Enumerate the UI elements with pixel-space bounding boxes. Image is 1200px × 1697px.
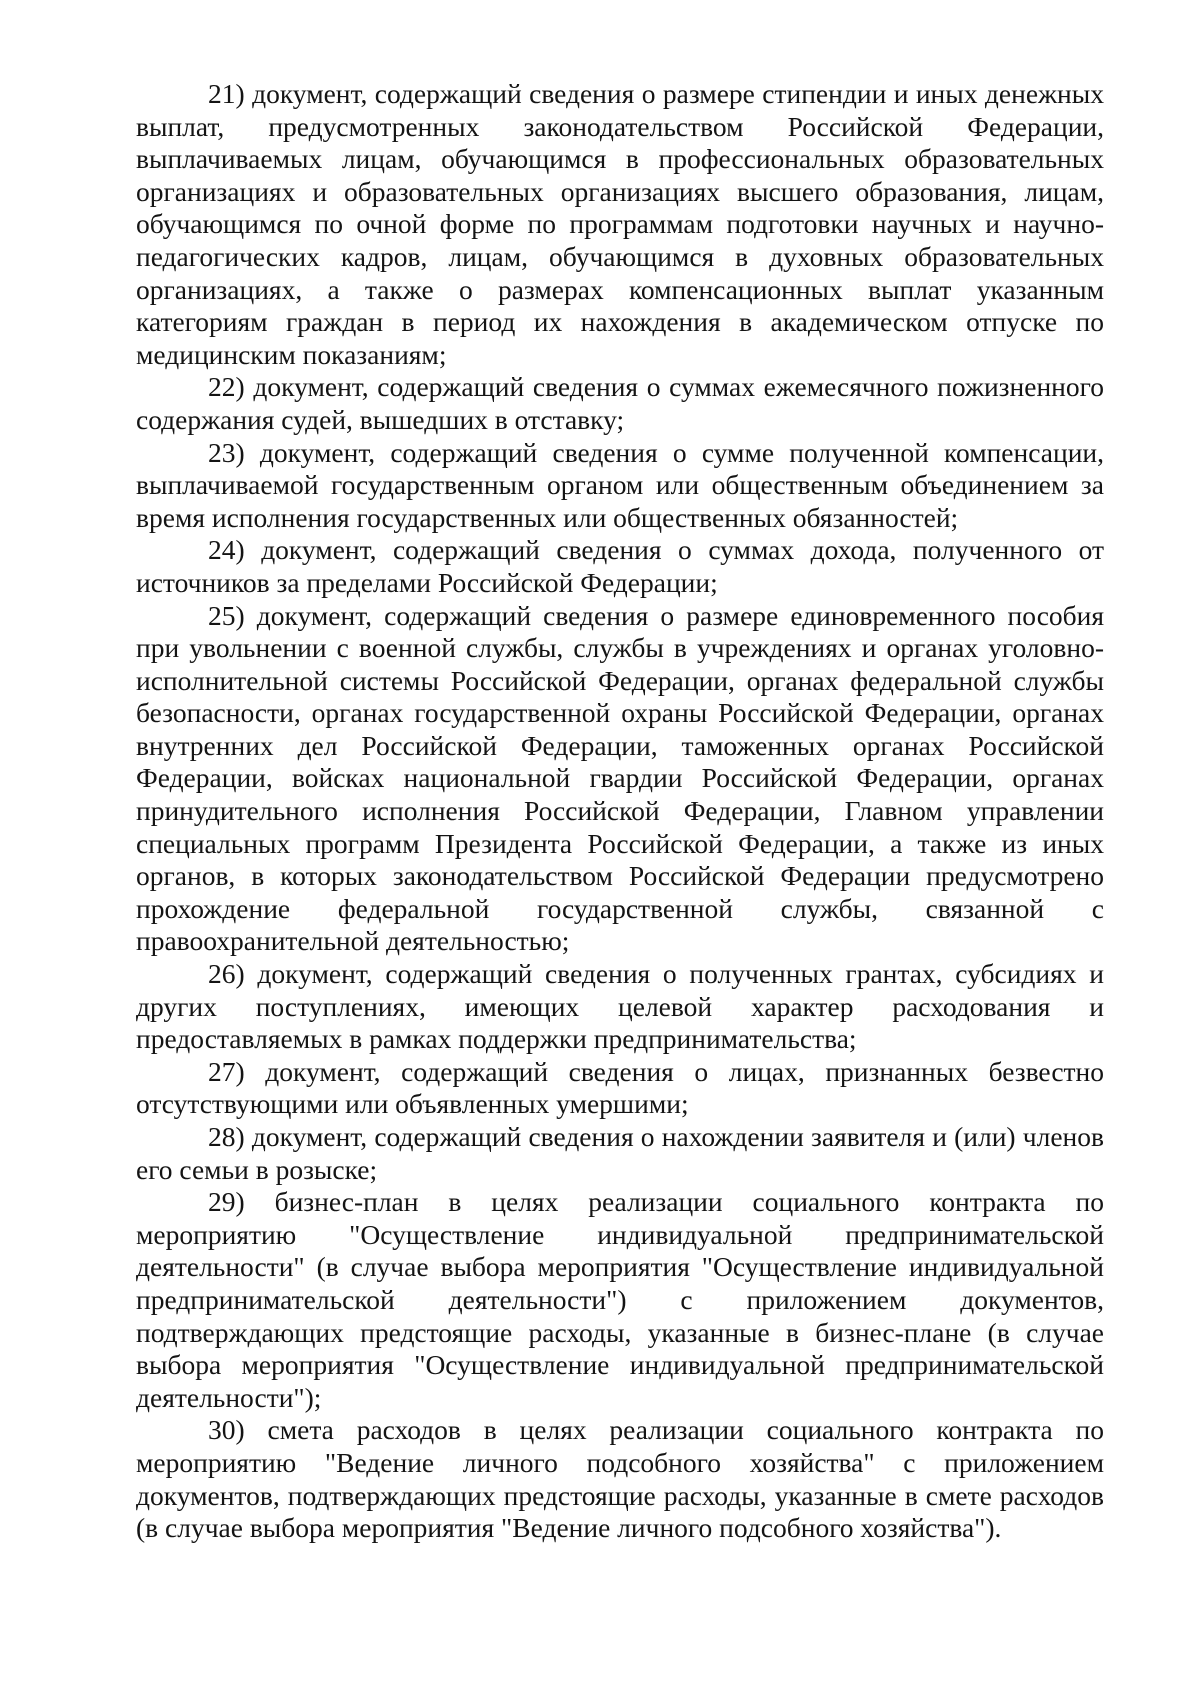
item-text: документ, содержащий сведения о полученных грантах, субсидиях и других поступлениях, имеющих целевой характер расходования и предоставляемых в рамках поддержки предпринимательства; [136,958,1104,1055]
item-number: 26) [208,958,245,990]
item-number: 21) [208,78,245,109]
item-number: 29) [208,1186,245,1218]
list-item-25 [136,600,1104,959]
item-number: 22) [208,371,245,403]
item-number: 24) [208,534,245,566]
item-text: документ, содержащий сведения о размере стипендии и иных денежных выплат, предусмотренных законодательством Российской Федерации, выплачиваемых лицам, обучающимся в профессиональных образовательных организациях и образовательных организациях высшего образования, лицам, обучающимся по очной форме по программам подготовки научных и научно-педагогических кадров, лицам, обучающимся в духовных образовательных организациях, а также о размерах компенсационных выплат указанным категориям граждан в период их нахождения в академическом отпуске по медицинским показаниям; [136,78,1104,370]
item-text: документ, содержащий сведения о сумме полученной компенсации, выплачиваемой государственным органом или общественным объединением за время исполнения государственных или общественных обязанностей; [136,436,1105,533]
list-item-26 [136,958,1104,1056]
item-text: бизнес-план в целях реализации социального контракта по мероприятию "Осуществление индивидуальной предпринимательской деятельности" (в случае выбора мероприятия "Осуществление индивидуальной предпринимательской деятельности") с приложением документов, подтверждающих предстоящие расходы, указанные в бизнес-плане (в случае выбора мероприятия "Осуществление индивидуальной предпринимательской деятельности"); [136,1186,1104,1413]
item-text: документ, содержащий сведения о суммах ежемесячного пожизненного содержания судей, вышедших в отставку; [136,371,1104,435]
list-item-21 [136,78,1104,371]
item-text: документ, содержащий сведения о размере единовременного пособия при увольнении с военной службы, службы в учреждениях и органах уголовно-исполнительной системы Российской Федерации, органах федеральной службы безопасности, органах государственной охраны Российской Федерации, органах внутренних дел Российской Федерации, таможенных органах Российской Федерации, войсках национальной гвардии Российской Федерации, органах принудительного исполнения Российской Федерации, Главном управлении специальных программ Президента Российской Федерации, а также из иных органов, в которых законодательством Российской Федерации предусмотрено прохождение федеральной государственной службы, связанной с правоохранительной деятельностью; [136,599,1105,957]
item-number: 25) [208,599,245,631]
item-text: документ, содержащий сведения о лицах, признанных безвестно отсутствующими или объявленных умершими; [136,1055,1105,1120]
list-item-29 [136,1186,1104,1414]
list-item-23 [136,437,1104,535]
item-text: документ, содержащий сведения о суммах дохода, полученного от источников за пределами Российской Федерации; [136,534,1104,598]
list-item-24 [136,534,1104,599]
list-item-30 [136,1414,1104,1544]
list-item-27 [136,1056,1104,1121]
item-number: 23) [208,436,245,468]
document-text [136,78,1104,1545]
item-text: документ, содержащий сведения о нахождении заявителя и (или) членов его семьи в розыске; [136,1121,1104,1185]
item-number: 28) [208,1121,245,1152]
list-item-28 [136,1121,1104,1186]
list-item-22 [136,371,1104,436]
item-number: 27) [208,1055,245,1087]
item-text: смета расходов в целях реализации социального контракта по мероприятию "Ведение личного подсобного хозяйства" с приложением документов, подтверждающих предстоящие расходы, указанные в смете расходов (в случае выбора мероприятия "Ведение личного подсобного хозяйства"). [136,1414,1105,1544]
item-number: 30) [208,1414,245,1446]
